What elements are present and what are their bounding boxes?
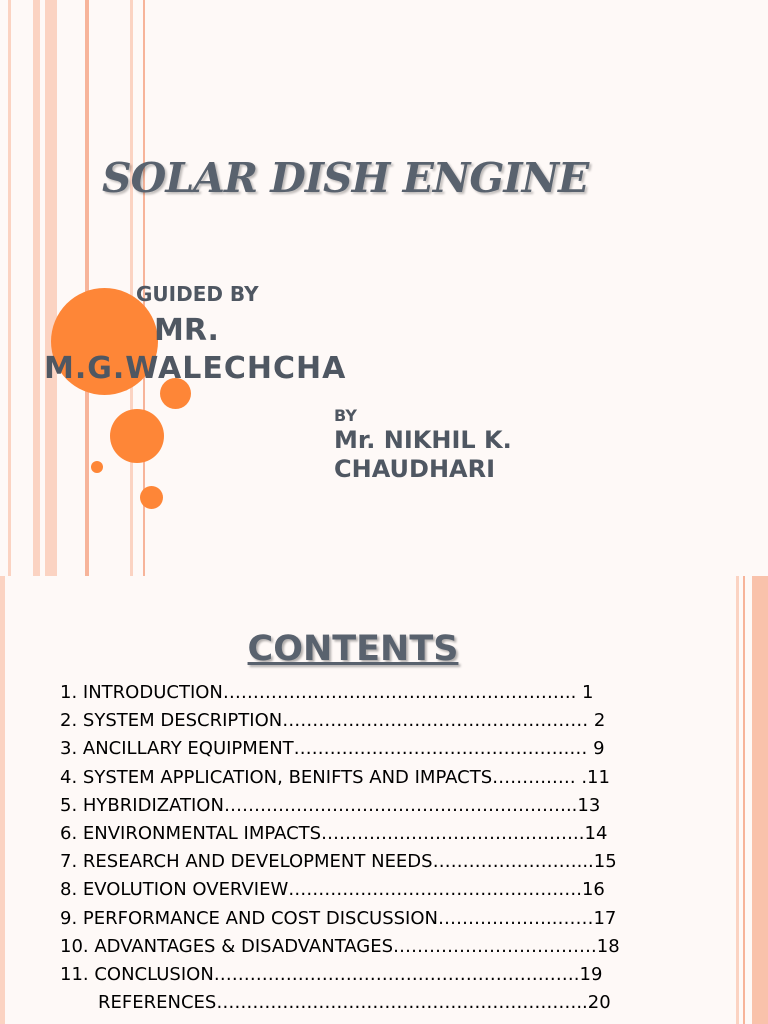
decorative-circle: [140, 486, 163, 509]
decorative-stripe: [8, 0, 11, 576]
decorative-stripe: [45, 0, 57, 576]
toc-item: 5. HYBRIDIZATION…………………………………………………..13: [60, 794, 601, 816]
toc-item: 11. CONCLUSION…………………………………………………….19: [60, 964, 603, 986]
guide-name: MR.: [154, 313, 219, 348]
decorative-stripe: [33, 0, 40, 576]
toc-item: 4. SYSTEM APPLICATION, BENIFTS AND IMPACTS……….…. .11: [60, 766, 610, 788]
toc-item: 7. RESEARCH AND DEVELOPMENT NEEDS……………………...15: [60, 851, 617, 873]
toc-item: REFERENCES……………………………………………………..20: [98, 992, 611, 1014]
toc-item: 3. ANCILLARY EQUIPMENT……………………………………….… 9: [60, 738, 605, 760]
decorative-stripe: [85, 0, 89, 576]
author-name: CHAUDHARI: [334, 455, 496, 483]
by-label: BY: [334, 406, 357, 425]
decorative-stripe: [743, 576, 745, 1024]
slide-title: SOLAR DISH ENGINE: [102, 154, 589, 202]
toc-item: 9. PERFORMANCE AND COST DISCUSSION………………..……17: [60, 907, 617, 929]
contents-title: CONTENTS: [247, 629, 459, 669]
toc-item: 2. SYSTEM DESCRIPTION…………………………………………… 2: [60, 710, 606, 732]
decorative-stripe: [130, 0, 133, 576]
guided-by-label: GUIDED BY: [136, 282, 259, 306]
guide-name: M.G.WALECHCHA: [44, 351, 347, 386]
toc-item: 10. ADVANTAGES & DISADVANTAGES…………………………….18: [60, 935, 620, 957]
decorative-circle-small: [91, 461, 103, 473]
decorative-stripe: [736, 576, 739, 1024]
toc-item: 8. EVOLUTION OVERVIEW………………………………………….16: [60, 879, 605, 901]
toc-item: 1. INTRODUCTION………………………………………………….. 1: [60, 682, 594, 703]
decorative-circle: [110, 409, 164, 463]
table-of-contents: [60, 679, 620, 1017]
decorative-stripe: [752, 576, 768, 1024]
toc-item: 6. ENVIRONMENTAL IMPACTS……………………………………..14: [60, 823, 608, 845]
author-name: Mr. NIKHIL K.: [334, 426, 512, 454]
